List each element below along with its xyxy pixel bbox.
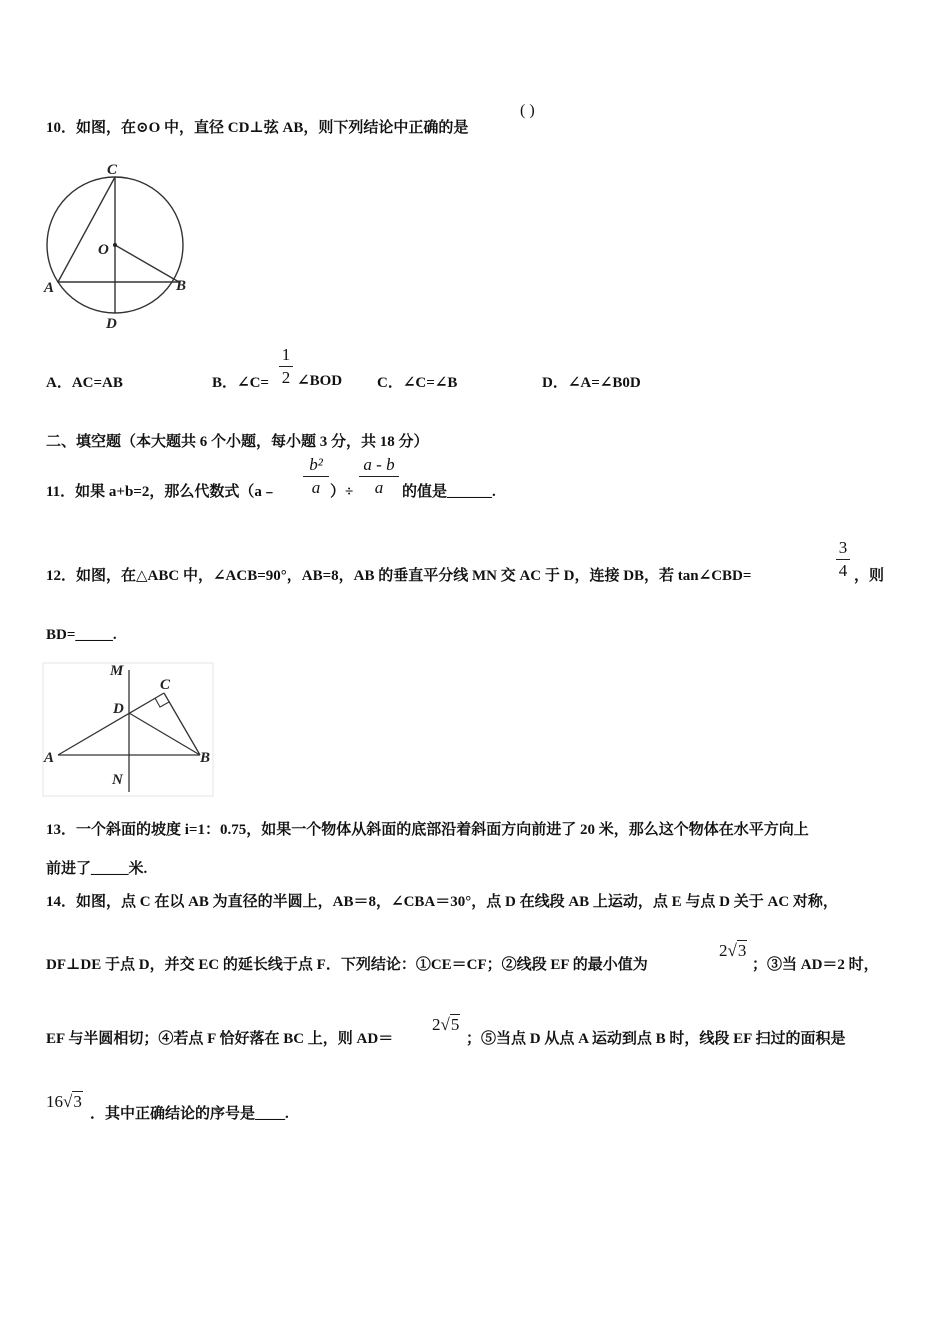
figure-frame: [43, 663, 213, 796]
q12-stem-tail: ，则: [854, 568, 885, 584]
q11-tail: 的值是______.: [402, 484, 496, 500]
q14-sqrt-2-root-5: 2√5: [432, 1015, 460, 1034]
label-b: B: [200, 750, 211, 766]
segment-db: [129, 713, 200, 755]
q14-line-2: DF⊥DE 于点 D，并交 EC 的延长线于点 F．下列结论：①CE＝CF；②线段 EF 的最小值为: [46, 957, 648, 973]
label-m: M: [110, 663, 124, 679]
label-n: N: [112, 772, 123, 788]
q13-line-1: 13．一个斜面的坡度 i=1：0.75，如果一个物体从斜面的底部沿着斜面方向前进了 20 米，那么这个物体在水平方向上: [46, 822, 809, 838]
q14-line-1: 14．如图，点 C 在以 AB 为直径的半圆上，AB＝8，∠CBA＝30°，点 D 在线段 AB 上运动，点 E 与点 D 关于 AC 对称，: [46, 894, 838, 910]
section-2-heading: 二、填空题（本大题共 6 个小题，每小题 3 分，共 18 分）: [46, 434, 429, 450]
label-a: A: [44, 750, 55, 766]
q10-option-c: C．∠C=∠B: [377, 375, 458, 391]
label-o: O: [98, 242, 109, 258]
q14-sqrt-16-root-3: 16√3: [46, 1092, 82, 1111]
label-c: C: [107, 162, 118, 178]
q11-mid: ）÷: [330, 484, 354, 500]
q10-text: 10．如图，在⊙O 中，直径 CD⊥弦 AB，则下列结论中正确的是: [46, 120, 469, 136]
q10-stem: [46, 116, 468, 137]
q11-fraction-1: b² a: [303, 455, 329, 498]
label-a: A: [44, 280, 55, 296]
q13-line-2: 前进了_____米.: [46, 861, 148, 877]
q10-option-b-fraction: 1 2: [279, 345, 293, 388]
q12-stem: 12．如图，在△ABC 中，∠ACB=90°，AB=8，AB 的垂直平分线 MN 交 AC 于 D，连接 DB，若 tan∠CBD=: [46, 568, 752, 584]
segment-ob: [115, 245, 179, 282]
right-angle-mark: [155, 698, 169, 707]
q14-line-4: ．其中正确结论的序号是____.: [90, 1106, 289, 1122]
q14-sqrt-2-root-3: 2√3: [719, 941, 747, 960]
label-b: B: [176, 278, 187, 294]
q12-answer-line: BD=_____.: [46, 627, 117, 643]
q10-option-d: D．∠A=∠B0D: [542, 375, 641, 391]
q10-option-b-tail: ∠BOD: [297, 373, 343, 389]
q10-option-b: B．∠C=: [212, 375, 269, 391]
q10-circle-figure: [40, 158, 200, 333]
center-point: [113, 243, 117, 247]
label-c: C: [160, 677, 171, 693]
q14-line-2-tail: ；③当 AD＝2 时，: [752, 957, 879, 973]
segment-cb: [164, 693, 200, 755]
q14-line-3-tail: ；⑤当点 D 从点 A 运动到点 B 时，线段 EF 扫过的面积是: [466, 1031, 846, 1047]
q14-line-3: EF 与半圆相切；④若点 F 恰好落在 BC 上，则 AD＝: [46, 1031, 394, 1047]
q12-fraction: 3 4: [836, 538, 850, 581]
q10-answer-paren: ( ): [520, 102, 535, 119]
label-d: D: [113, 701, 124, 717]
segment-ac: [58, 177, 115, 282]
q11-fraction-2: a - b a: [359, 455, 399, 498]
label-d: D: [106, 316, 117, 332]
q12-triangle-figure: [42, 662, 214, 797]
q10-option-a: A．AC=AB: [46, 375, 123, 391]
q11-stem: 11．如果 a+b=2，那么代数式（a﹣: [46, 484, 277, 500]
